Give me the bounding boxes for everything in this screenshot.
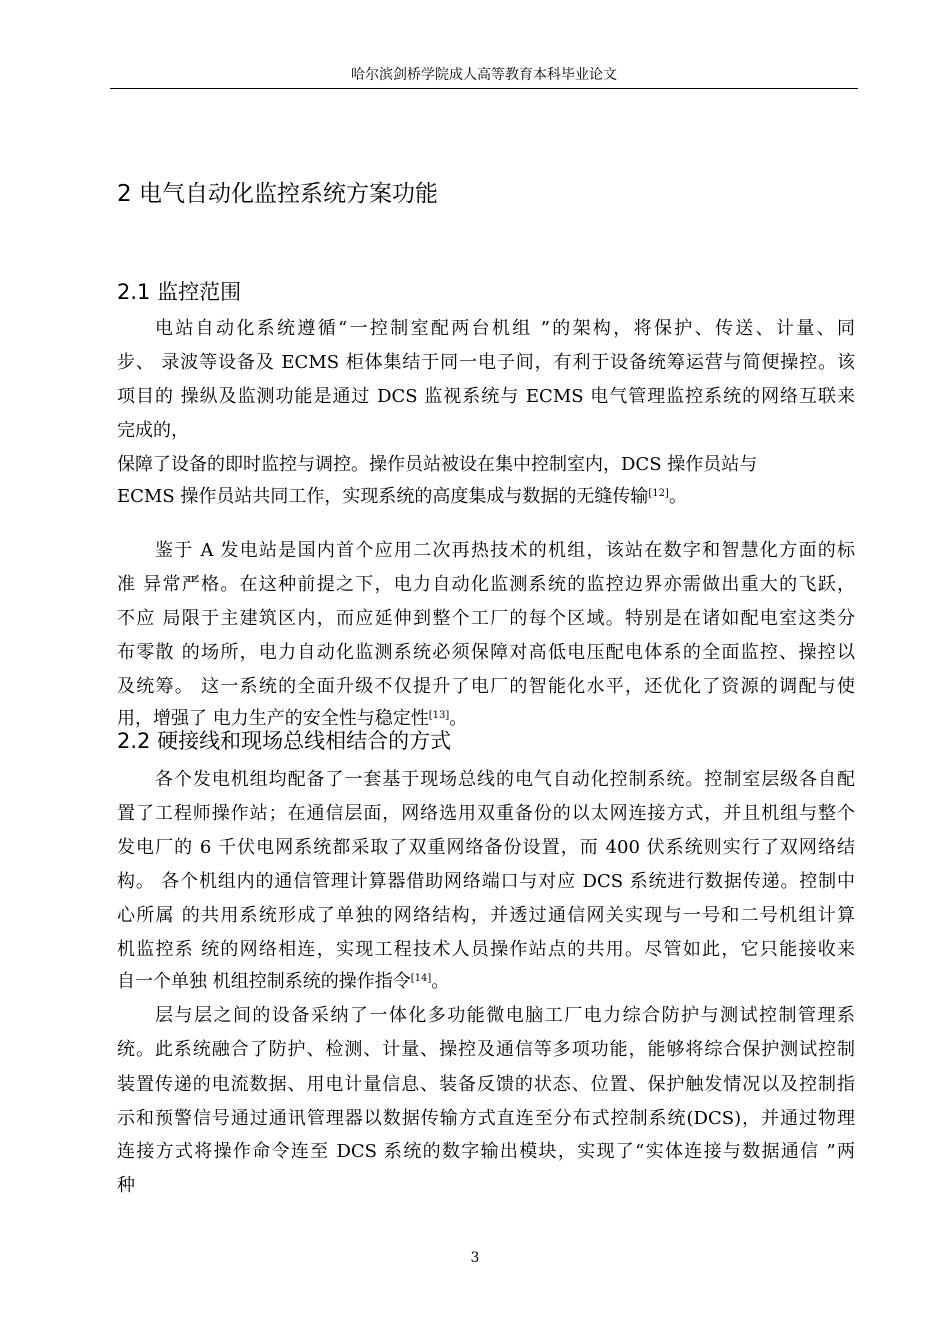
paragraph-line [117,675,855,699]
citation-ref: [13] [428,710,450,721]
line-text: 准 异常严格。在这种前提之下，电力自动化监测系统的监控边界亦需做出重大的飞跃， [117,574,855,595]
line-text: 各个发电机组均配备了一套基于现场总线的电气自动化控制系统。控制室层级各自配 [155,769,855,790]
line-text: ECMS 操作员站共同工作，实现系统的高度集成与数据的无缝传输 [117,486,649,507]
line-text: 心所属 的共用系统形成了单独的网络结构，并透过通信网关实现与一号和二号机组计算 [117,905,855,926]
paragraph-line [155,539,855,563]
line-text: 布零散 的场所，电力自动化监测系统必须保障对高低电压配电体系的全面监控、操控以 [117,642,855,663]
paragraph-line [117,938,855,962]
line-end-punct: 。 [668,486,687,507]
line-text: 保障了设备的即时监控与调控。操作员站被设在集中控制室内，DCS 操作员站与 [117,454,758,475]
line-text: 机监控系 统的网络相连，实现工程技术人员操作站点的共用。尽管如此，它只能接收来 [117,939,855,960]
chapter-title: 2 电气自动化监控系统方案功能 [117,181,438,207]
line-text: 示和预警信号通过通讯管理器以数据传输方式直连至分布式控制系统(DCS)，并通过物理 [117,1108,855,1129]
page-number: 3 [470,1250,480,1266]
paragraph-line [117,707,855,731]
line-end-punct: 。 [431,971,450,992]
running-header: 哈尔滨剑桥学院成人高等教育本科毕业论文 [351,67,617,83]
paragraph-line [155,1004,855,1028]
paragraph-line [117,385,855,409]
line-text: 层与层之间的设备采纳了一体化多功能微电脑工厂电力综合防护与测试控制管理系 [155,1005,855,1026]
paragraph-line [117,641,855,665]
line-text: 步、 录波等设备及 ECMS 柜体集结于同一电子间，有利于设备统筹运营与简便操控。该 [117,352,855,373]
line-text: 连接方式将操作命令连至 DCS 系统的数字输出模块，实现了“实体连接与数据通信 ”两 [117,1141,855,1162]
paragraph-line [117,1038,855,1062]
line-text: 统。此系统融合了防护、检测、计量、操控及通信等多项功能，能够将综合保护测试控制 [117,1039,855,1060]
paragraph-line [117,607,855,631]
citation-ref: [14] [410,973,432,984]
line-text: 种 [117,1175,135,1196]
paragraph-line [117,453,855,477]
paragraph-line [117,904,855,928]
paragraph-line [117,970,855,994]
paragraph-line [117,419,855,443]
line-text: 项目的 操纵及监测功能是通过 DCS 监视系统与 ECMS 电气管理监控系统的网络互联来 [117,386,855,407]
line-text: 自一个单独 机组控制系统的操作指令 [117,971,411,992]
paragraph-line [117,1107,855,1131]
line-text: 构。 各个机组内的通信管理计算器借助网络端口与对应 DCS 系统进行数据传递。控制中 [117,871,855,892]
section-heading-2-2: 2.2 硬接线和现场总线相结合的方式 [117,729,452,753]
line-text: 完成的， [117,420,189,441]
line-text: 置了工程师操作站；在通信层面，网络选用双重备份的以太网连接方式，并且机组与整个 [117,803,855,824]
line-text: 装置传递的电流数据、用电计量信息、装备反馈的状态、位置、保护触发情况以及控制指 [117,1074,855,1095]
paragraph-line [117,573,855,597]
paragraph-line [117,870,855,894]
header-rule [110,88,858,89]
line-text: 电站自动化系统遵循“一控制室配两台机组 ”的架构，将保护、传送、计量、同 [155,318,855,339]
line-text: 发电厂的 6 千伏电网系统都采取了双重网络备份设置，而 400 伏系统则实行了双网络结 [117,837,855,858]
paragraph-line [117,802,855,826]
paragraph-line [155,317,855,341]
paragraph-line [117,1174,855,1198]
line-text: 鉴于 A 发电站是国内首个应用二次再热技术的机组，该站在数字和智慧化方面的标 [155,540,855,561]
line-text: 不应 局限于主建筑区内，而应延伸到整个工厂的每个区域。特别是在诸如配电室这类分 [117,608,855,629]
line-text: 及统筹。 这一系统的全面升级不仅提升了电厂的智能化水平，还优化了资源的调配与使 [117,676,855,697]
paragraph-line [117,836,855,860]
paragraph-line [117,1140,855,1164]
line-text: 用，增强了 电力生产的安全性与稳定性 [117,708,429,729]
paragraph-line [155,768,855,792]
line-end-punct: 。 [449,708,468,729]
paragraph-line [117,485,855,509]
citation-ref: [12] [648,488,669,499]
paragraph-line [117,1073,855,1097]
section-heading-2-1: 2.1 监控范围 [117,280,242,304]
paragraph-line [117,351,855,375]
